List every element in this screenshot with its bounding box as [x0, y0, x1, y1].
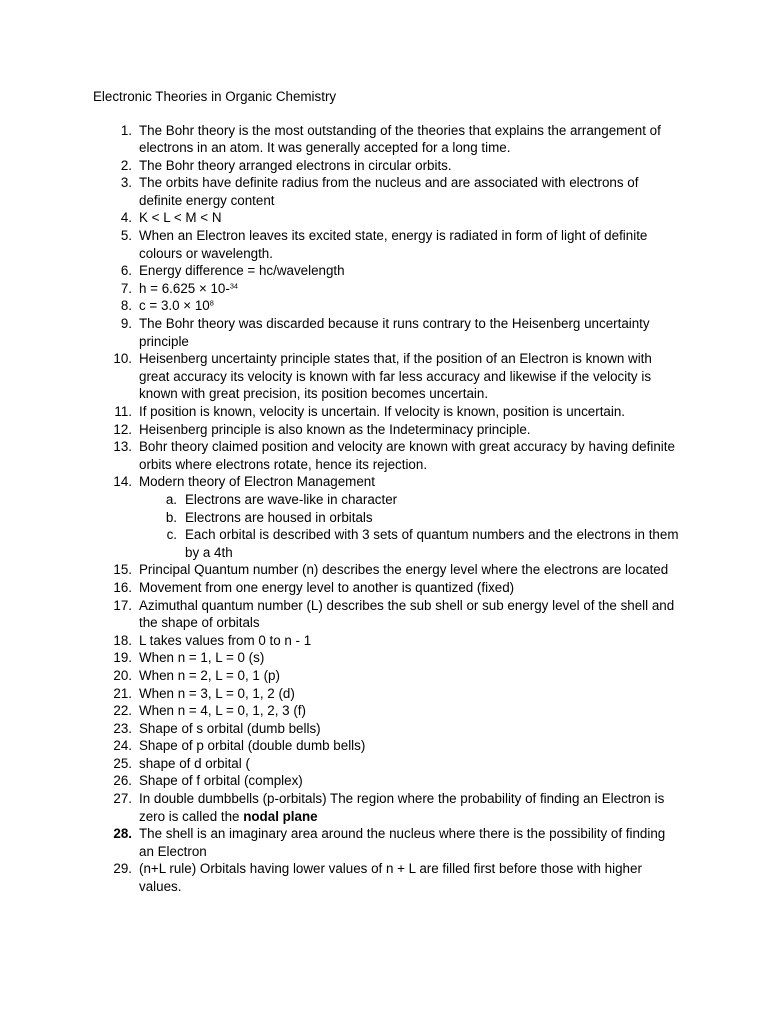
list-item	[0, 860, 768, 895]
item-number: 5.	[120, 228, 132, 244]
item-number: 6.	[120, 263, 132, 279]
item-number: 2.	[120, 157, 132, 173]
item-text: The shell is an imaginary area around the nucleus where there is the possibility of finding an Electron	[139, 826, 666, 859]
sub-list-item	[139, 509, 680, 527]
item-number: 28.	[113, 826, 132, 842]
list-item	[0, 315, 768, 350]
item-number: 25.	[113, 755, 132, 771]
item-text: In double dumbbells (p-orbitals) The region where the probability of finding an Electron is zero is called the	[139, 791, 665, 824]
sub-item-letter: a.	[165, 491, 177, 507]
item-text: L takes values from 0 to n - 1	[139, 632, 312, 648]
bold-term: nodal plane	[243, 808, 318, 824]
item-text: Modern theory of Electron Management	[139, 474, 375, 490]
list-item	[0, 632, 768, 650]
list-item	[0, 685, 768, 703]
item-text: Shape of p orbital (double dumb bells)	[139, 738, 366, 754]
list-item	[0, 227, 768, 262]
item-text: (n+L rule) Orbitals having lower values of n + L are filled first before those with higher values.	[139, 861, 642, 895]
item-number: 1.	[120, 122, 132, 138]
list-item	[0, 825, 768, 860]
list-item	[0, 209, 768, 227]
item-text: Energy difference = hc/wavelength	[139, 263, 345, 279]
list-item	[0, 403, 768, 421]
item-text: Heisenberg uncertainty principle states that, if the position of an Electron is known with great accuracy its velocity is known with far less accuracy and likewise if the velocity is known with great precision, its position becomes uncertain.	[139, 351, 652, 402]
item-text: shape of d orbital (	[139, 755, 250, 771]
list-item	[0, 297, 768, 315]
list-item	[0, 667, 768, 685]
item-text: h = 6.625 × 10-	[139, 280, 230, 296]
item-text: If position is known, velocity is uncertain. If velocity is known, position is uncertain.	[139, 404, 626, 419]
item-text: Shape of s orbital (dumb bells)	[139, 720, 321, 736]
numbered-list	[0, 122, 768, 896]
sub-item-letter: b.	[165, 509, 177, 525]
list-item	[0, 280, 768, 298]
list-item	[0, 755, 768, 773]
item-number: 27.	[113, 791, 132, 807]
item-text: Movement from one energy level to another is quantized (fixed)	[139, 579, 515, 595]
item-text: The Bohr theory is the most outstanding of the theories that explains the arrangement of electrons in an atom. It was generally accepted for a long time.	[139, 122, 661, 156]
exponent: 34	[229, 281, 239, 291]
list-item	[0, 174, 768, 209]
item-number: 20.	[113, 667, 132, 683]
item-number: 9.	[120, 316, 132, 332]
item-text: When n = 2, L = 0, 1 (p)	[139, 667, 280, 683]
sub-list	[139, 491, 680, 561]
item-number: 23.	[113, 720, 132, 736]
item-text: The Bohr theory arranged electrons in circular orbits.	[139, 157, 452, 173]
item-text: K < L < M < N	[139, 210, 222, 226]
item-number: 17.	[113, 597, 132, 613]
item-number: 22.	[113, 703, 132, 719]
item-number: 29.	[113, 861, 132, 877]
item-number: 10.	[113, 351, 132, 367]
list-item	[0, 579, 768, 597]
sub-item-text: Electrons are housed in orbitals	[185, 509, 373, 525]
sub-list-item	[139, 491, 680, 509]
item-number: 26.	[113, 773, 132, 789]
item-text: When an Electron leaves its excited state, energy is radiated in form of light of definite colours or wavelength.	[139, 228, 648, 261]
exponent: 8	[209, 299, 214, 309]
item-number: 12.	[113, 421, 132, 437]
list-item	[0, 350, 768, 403]
sub-item-text: Electrons are wave-like in character	[185, 491, 398, 507]
item-text: When n = 4, L = 0, 1, 2, 3 (f)	[139, 703, 306, 719]
item-number: 19.	[113, 650, 132, 666]
item-number: 15.	[113, 562, 132, 578]
item-text: Shape of f orbital (complex)	[139, 773, 303, 789]
item-number: 3.	[120, 175, 132, 191]
item-number: 8.	[120, 298, 132, 314]
item-number: 13.	[113, 439, 132, 455]
item-number: 21.	[113, 685, 132, 701]
list-item	[0, 421, 768, 439]
sub-item-letter: c.	[166, 527, 177, 543]
list-item	[0, 597, 768, 632]
document-title: Electronic Theories in Organic Chemistry	[93, 89, 337, 104]
list-item	[0, 438, 768, 473]
item-text: The orbits have definite radius from the nucleus and are associated with electrons of definite energy content	[139, 175, 639, 208]
item-text: When n = 1, L = 0 (s)	[139, 650, 265, 666]
list-item	[0, 737, 768, 755]
list-item	[0, 649, 768, 667]
list-item	[0, 122, 768, 157]
item-text: Bohr theory claimed position and velocity are known with great accuracy by having definite orbits where electrons rotate, hence its rejection.	[139, 439, 675, 472]
list-item	[0, 790, 768, 825]
item-number: 24.	[113, 738, 132, 754]
list-item	[0, 720, 768, 738]
item-text: Heisenberg principle is also known as the Indeterminacy principle.	[139, 421, 531, 437]
item-number: 14.	[113, 474, 132, 490]
list-item	[0, 157, 768, 175]
list-item	[0, 262, 768, 280]
item-number: 18.	[113, 632, 132, 648]
sub-list-item	[139, 526, 680, 561]
sub-item-text: Each orbital is described with 3 sets of quantum numbers and the electrons in them by a 4th	[185, 527, 679, 560]
item-text: Principal Quantum number (n) describes the energy level where the electrons are located	[139, 562, 669, 578]
list-item	[0, 772, 768, 790]
item-text: The Bohr theory was discarded because it runs contrary to the Heisenberg uncertainty principle	[139, 316, 650, 349]
list-item	[0, 702, 768, 720]
list-item	[0, 561, 768, 579]
item-text: c = 3.0 × 10	[139, 298, 210, 314]
list-item	[0, 473, 768, 561]
item-number: 11.	[114, 404, 132, 419]
item-number: 16.	[113, 579, 132, 595]
item-number: 7.	[120, 280, 132, 296]
item-text: When n = 3, L = 0, 1, 2 (d)	[139, 685, 295, 701]
item-number: 4.	[120, 210, 132, 226]
item-text: Azimuthal quantum number (L) describes the sub shell or sub energy level of the shell and the shape of orbitals	[139, 597, 675, 631]
